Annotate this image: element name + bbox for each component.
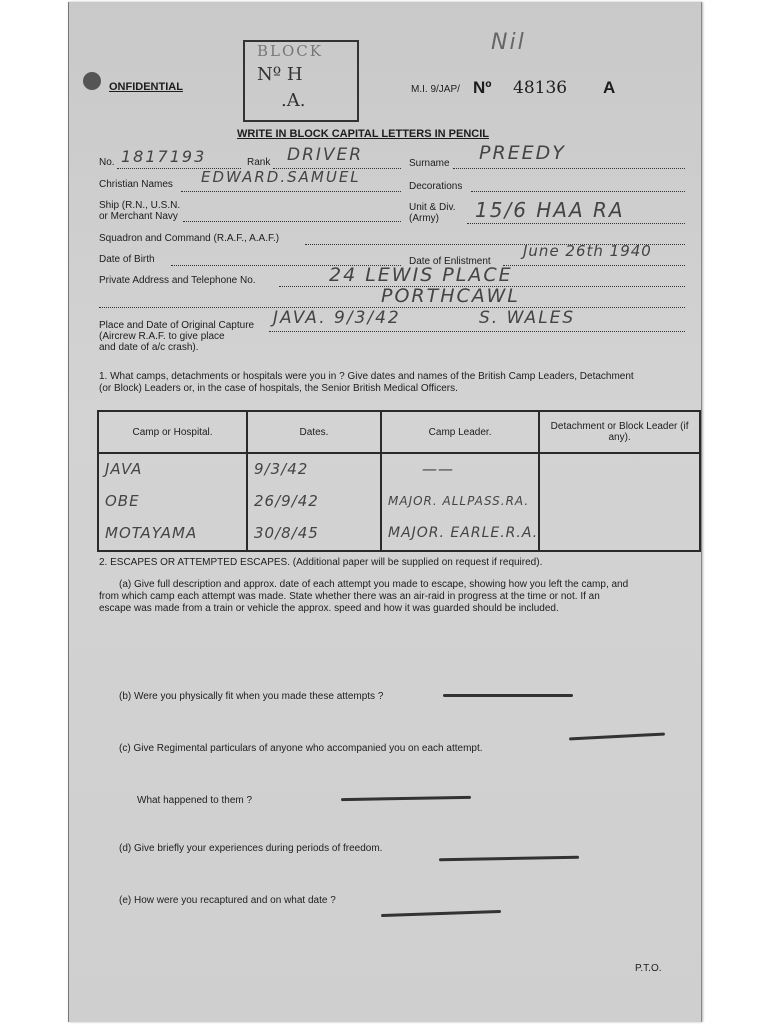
- question-c: (c) Give Regimental particulars of anyone who accompanied you on each attempt.: [119, 743, 483, 754]
- pen-stroke: [439, 856, 579, 861]
- question-a-line3: escape was made from a train or vehicle the approx. speed and how it was guarded should be included.: [99, 603, 559, 614]
- camp-entry: JAVA: [105, 460, 143, 478]
- date-of-birth-label: Date of Birth: [99, 254, 155, 265]
- camps-cell: [98, 453, 247, 551]
- christian-names-label: Christian Names: [99, 179, 173, 190]
- capture-label-line1: Place and Date of Original Capture: [99, 320, 255, 331]
- capture-label-line2: (Aircrew R.A.F. to give place: [99, 331, 225, 342]
- pen-stroke: [341, 796, 471, 801]
- punch-hole-icon: [83, 72, 101, 90]
- service-number-value: 1817193: [121, 147, 207, 166]
- question-d: (d) Give briefly your experiences during periods of freedom.: [119, 843, 383, 854]
- surname-value: PREEDY: [479, 142, 566, 164]
- camp-entry: MOTAYAMA: [105, 524, 198, 542]
- leaders-cell: [381, 453, 539, 551]
- mi-reference: M.I. 9/JAP/: [411, 84, 460, 95]
- squadron-label: Squadron and Command (R.A.F., A.A.F.): [99, 233, 280, 244]
- stamp-number-text: Nº H: [257, 64, 303, 85]
- address-line1: 24 LEWIS PLACE: [329, 264, 513, 286]
- capture-region-value: S. WALES: [479, 308, 576, 328]
- question-c-followup: What happened to them ?: [137, 795, 253, 806]
- form-number: 48136: [513, 78, 568, 98]
- confidential-label: ONFIDENTIAL: [109, 81, 183, 93]
- service-number-label: No.: [99, 157, 115, 168]
- rank-label: Rank: [247, 157, 271, 168]
- column-header-leader: Camp Leader.: [381, 411, 539, 453]
- column-header-dates: Dates.: [247, 411, 381, 453]
- nil-note: Nil: [491, 30, 526, 55]
- dates-cell: [247, 453, 381, 551]
- question-b: (b) Were you physically fit when you made these attempts ?: [119, 691, 384, 702]
- form-suffix: A: [603, 78, 616, 97]
- table-row: [98, 453, 700, 551]
- date-entry: 26/9/42: [254, 492, 319, 510]
- pen-stroke: [381, 910, 501, 917]
- decorations-label: Decorations: [409, 181, 463, 192]
- stamp-block-text: BLOCK: [257, 42, 323, 60]
- enlistment-label: Date of Enlistment: [409, 256, 491, 267]
- instruction-heading: WRITE IN BLOCK CAPITAL LETTERS IN PENCIL: [237, 128, 489, 140]
- question-a-line2: from which camp each attempt was made. State whether there was an air-raid in progress at the time or not. If an: [99, 591, 600, 602]
- stamp-letter-text: .A.: [281, 90, 306, 111]
- date-entry: 30/8/45: [254, 524, 319, 542]
- unit-value: 15/6 HAA RA: [475, 198, 625, 222]
- surname-label: Surname: [409, 158, 450, 169]
- section2-heading: 2. ESCAPES OR ATTEMPTED ESCAPES. (Additional paper will be supplied on request if required).: [99, 557, 543, 568]
- pto-label: P.T.O.: [635, 963, 662, 974]
- christian-names-value: EDWARD.SAMUEL: [201, 168, 361, 186]
- pen-stroke: [443, 694, 573, 697]
- column-header-camp: Camp or Hospital.: [98, 411, 247, 453]
- capture-label-line3: and date of a/c crash).: [99, 342, 199, 353]
- ship-label-line2: or Merchant Navy: [99, 211, 178, 222]
- section1-question-line2: (or Block) Leaders or, in the case of hospitals, the Senior British Medical Officers.: [99, 383, 458, 394]
- pen-stroke: [569, 732, 665, 740]
- ship-label-line1: Ship (R.N., U.S.N.: [99, 200, 181, 211]
- leader-entry: ——: [422, 460, 454, 478]
- address-line2: PORTHCAWL: [381, 285, 520, 307]
- enlistment-value: June 26th 1940: [523, 242, 652, 260]
- capture-value: JAVA. 9/3/42: [273, 308, 401, 328]
- unit-label-line1: Unit & Div.: [409, 202, 456, 213]
- rank-value: DRIVER: [287, 145, 364, 165]
- detachment-cell: [539, 453, 700, 551]
- number-label: Nº: [473, 78, 492, 97]
- unit-label-line2: (Army): [409, 213, 439, 224]
- column-header-detachment: Detachment or Block Leader (if any).: [539, 411, 700, 453]
- block-stamp: [243, 40, 359, 122]
- table-header-row: [98, 411, 700, 453]
- question-e: (e) How were you recaptured and on what date ?: [119, 895, 336, 906]
- camps-table: [97, 410, 701, 552]
- leader-entry: MAJOR. ALLPASS.RA.: [388, 494, 530, 508]
- question-a-line1: (a) Give full description and approx. date of each attempt you made to escape, showing how you left the camp, and: [119, 579, 629, 590]
- address-label: Private Address and Telephone No.: [99, 275, 256, 286]
- date-entry: 9/3/42: [254, 460, 309, 478]
- form-page: [68, 2, 702, 1022]
- leader-entry: MAJOR. EARLE.R.A.: [388, 525, 539, 541]
- camp-entry: OBE: [105, 492, 140, 510]
- section1-question-line1: 1. What camps, detachments or hospitals were you in ? Give dates and names of the British Camp Leaders, Detachment: [99, 371, 634, 382]
